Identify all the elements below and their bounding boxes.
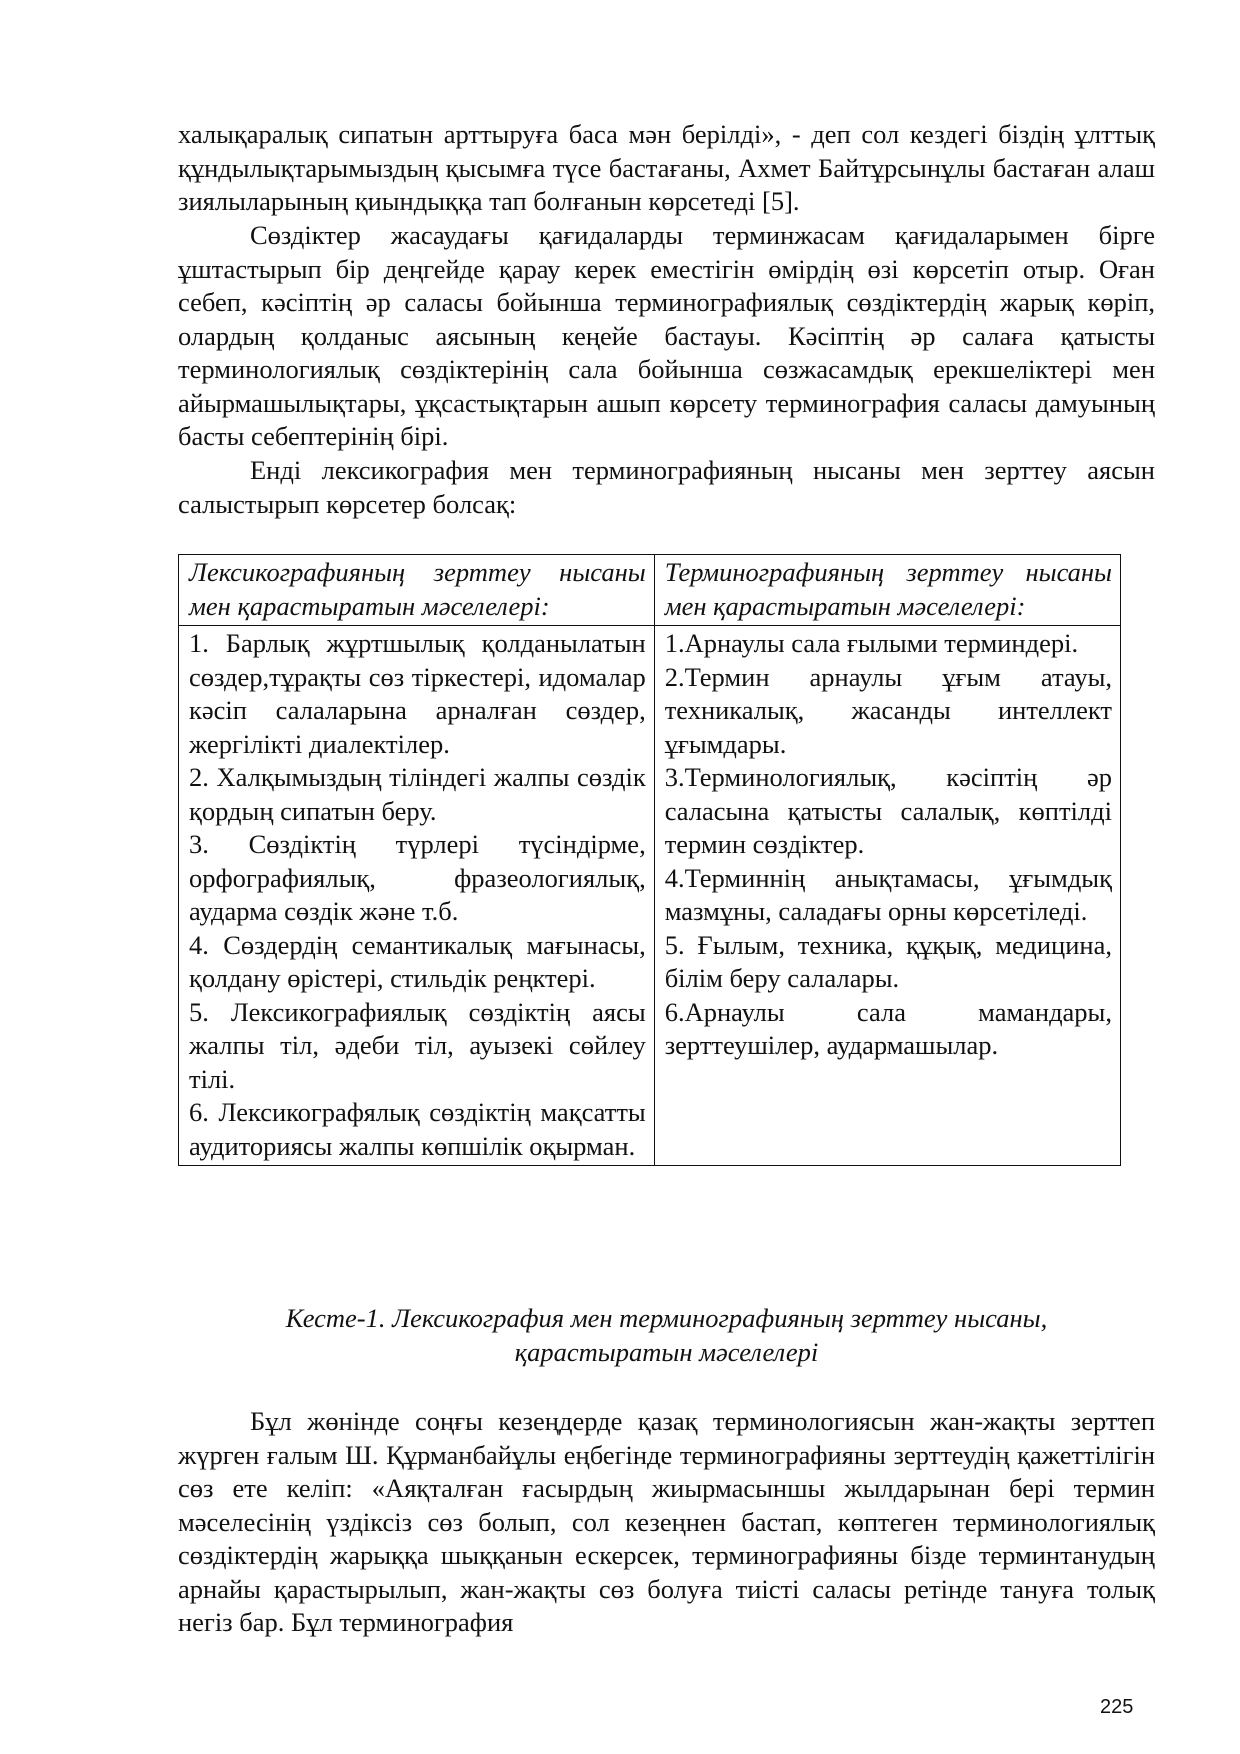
- table-caption: [178, 1302, 1155, 1369]
- lexicography-items-cell: [179, 626, 655, 1166]
- list-item: 3.Терминологиялық, кәсіптің әр саласына қатысты салалық, көптілді термин сөздіктер.: [664, 762, 1112, 859]
- page-number: 225: [1100, 1696, 1134, 1718]
- table-header-row: [179, 555, 1121, 626]
- table-row: [179, 626, 1121, 1166]
- caption-line-1: Кесте-1. Лексикография мен терминографияның зерттеу нысаны,: [285, 1303, 1048, 1333]
- list-item: 2. Халқымыздың тіліндегі жалпы сөздік қордың сипатын беру.: [189, 762, 646, 826]
- list-item: 4.Терминнің анықтамасы, ұғымдық мазмұны, саладағы орны көрсетіледі.: [664, 862, 1112, 926]
- list-item: 4. Сөздердің семантикалық мағынасы, қолдану өрістері, стильдік реңктері.: [189, 929, 646, 993]
- list-item: 3. Сөздіктің түрлері түсіндірме, орфографиялық, фразеологиялық, аударма сөздік және т.б.: [189, 829, 646, 926]
- paragraph-comparison-lead: Енді лексикография мен терминографияның нысаны мен зерттеу аясын салыстырып көрсетер болсақ:: [178, 455, 1155, 519]
- caption-line-2: қарастыратын мәселелері: [514, 1336, 819, 1367]
- header-terminography: Терминографияның зерттеу нысаны мен қарастыратын мәселелері:: [654, 555, 1120, 626]
- list-item: 5. Лексикографиялық сөздіктің аясы жалпы тіл, әдеби тіл, ауызекі сөйлеу тілі.: [189, 996, 646, 1094]
- header-lexicography: Лексикографияның зерттеу нысаны мен қарастыратын мәселелері:: [179, 555, 655, 626]
- paragraph-intro: халықаралық сипатын арттыруға баса мән берілді», - деп сол кездегі біздің ұлттық құндылықтарымыздың қысымға түсе бастағаны, Ахмет Байтұрсынұлы бастаған алаш зиялыларының қиындыққа тап болғанын көрсетеді [5].: [178, 119, 1155, 216]
- list-item: 1.Арнаулы сала ғылыми терминдері.: [664, 628, 1079, 658]
- paragraph-kurmanbaiuly: Бұл жөнінде соңғы кезеңдерде қазақ терминологиясын жан-жақты зерттеп жүрген ғалым Ш. Құрманбайұлы еңбегінде терминографияны зерттеудің қажеттілігін сөз ете келіп: «Аяқталған ғасырдың жиырмасыншы жылдарынан бері термин мәселесінің үздіксіз сөз болып, сол кезеңнен бастап, көптеген терминологиялық сөздіктердің жарыққа шыққанын ескерсек, терминографияны бізде терминтанудың арнайы қарастырылып, жан-жақты сөз болуға тиісті саласы ретінде тануға толық негіз бар. Бұл терминография: [178, 1406, 1155, 1637]
- paragraph-dictionaries: Сөздіктер жасаудағы қағидаларды терминжасам қағидаларымен бірге ұштастырып бір деңгейде қарау керек еместігін өмірдің өзі көрсетіп отыр. Оған себеп, кәсіптің әр саласы бойынша терминографиялық сөздіктердің жарық көріп, олардың қолданыс аясының кеңейе бастауы. Кәсіптің әр салаға қатысты терминологиялық сөздіктерінің сала бойынша сөзжасамдық ерекшеліктері мен айырмашылықтары, ұқсастықтарын ашып көрсету терминография саласы дамуының басты себептерінің бірі.: [178, 220, 1155, 451]
- list-item: 5. Ғылым, техника, құқық, медицина, білім беру салалары.: [664, 929, 1112, 993]
- comparison-table: [178, 554, 1121, 1166]
- list-item: 1. Барлық жұртшылық қолданылатын сөздер,тұрақты сөз тіркестері, идомалар кәсіп салаларына арналған сөздер, жергілікті диалектілер.: [189, 628, 646, 759]
- terminography-items-cell: [654, 626, 1120, 1166]
- list-item: 6.Арнаулы сала мамандары, зерттеушілер, аудармашылар.: [664, 996, 1112, 1060]
- list-item: 2.Термин арнаулы ұғым атауы, техникалық, жасанды интеллект ұғымдары.: [664, 661, 1112, 759]
- list-item: 6. Лексикографялық сөздіктің мақсатты аудиториясы жалпы көпшілік оқырман.: [189, 1097, 646, 1161]
